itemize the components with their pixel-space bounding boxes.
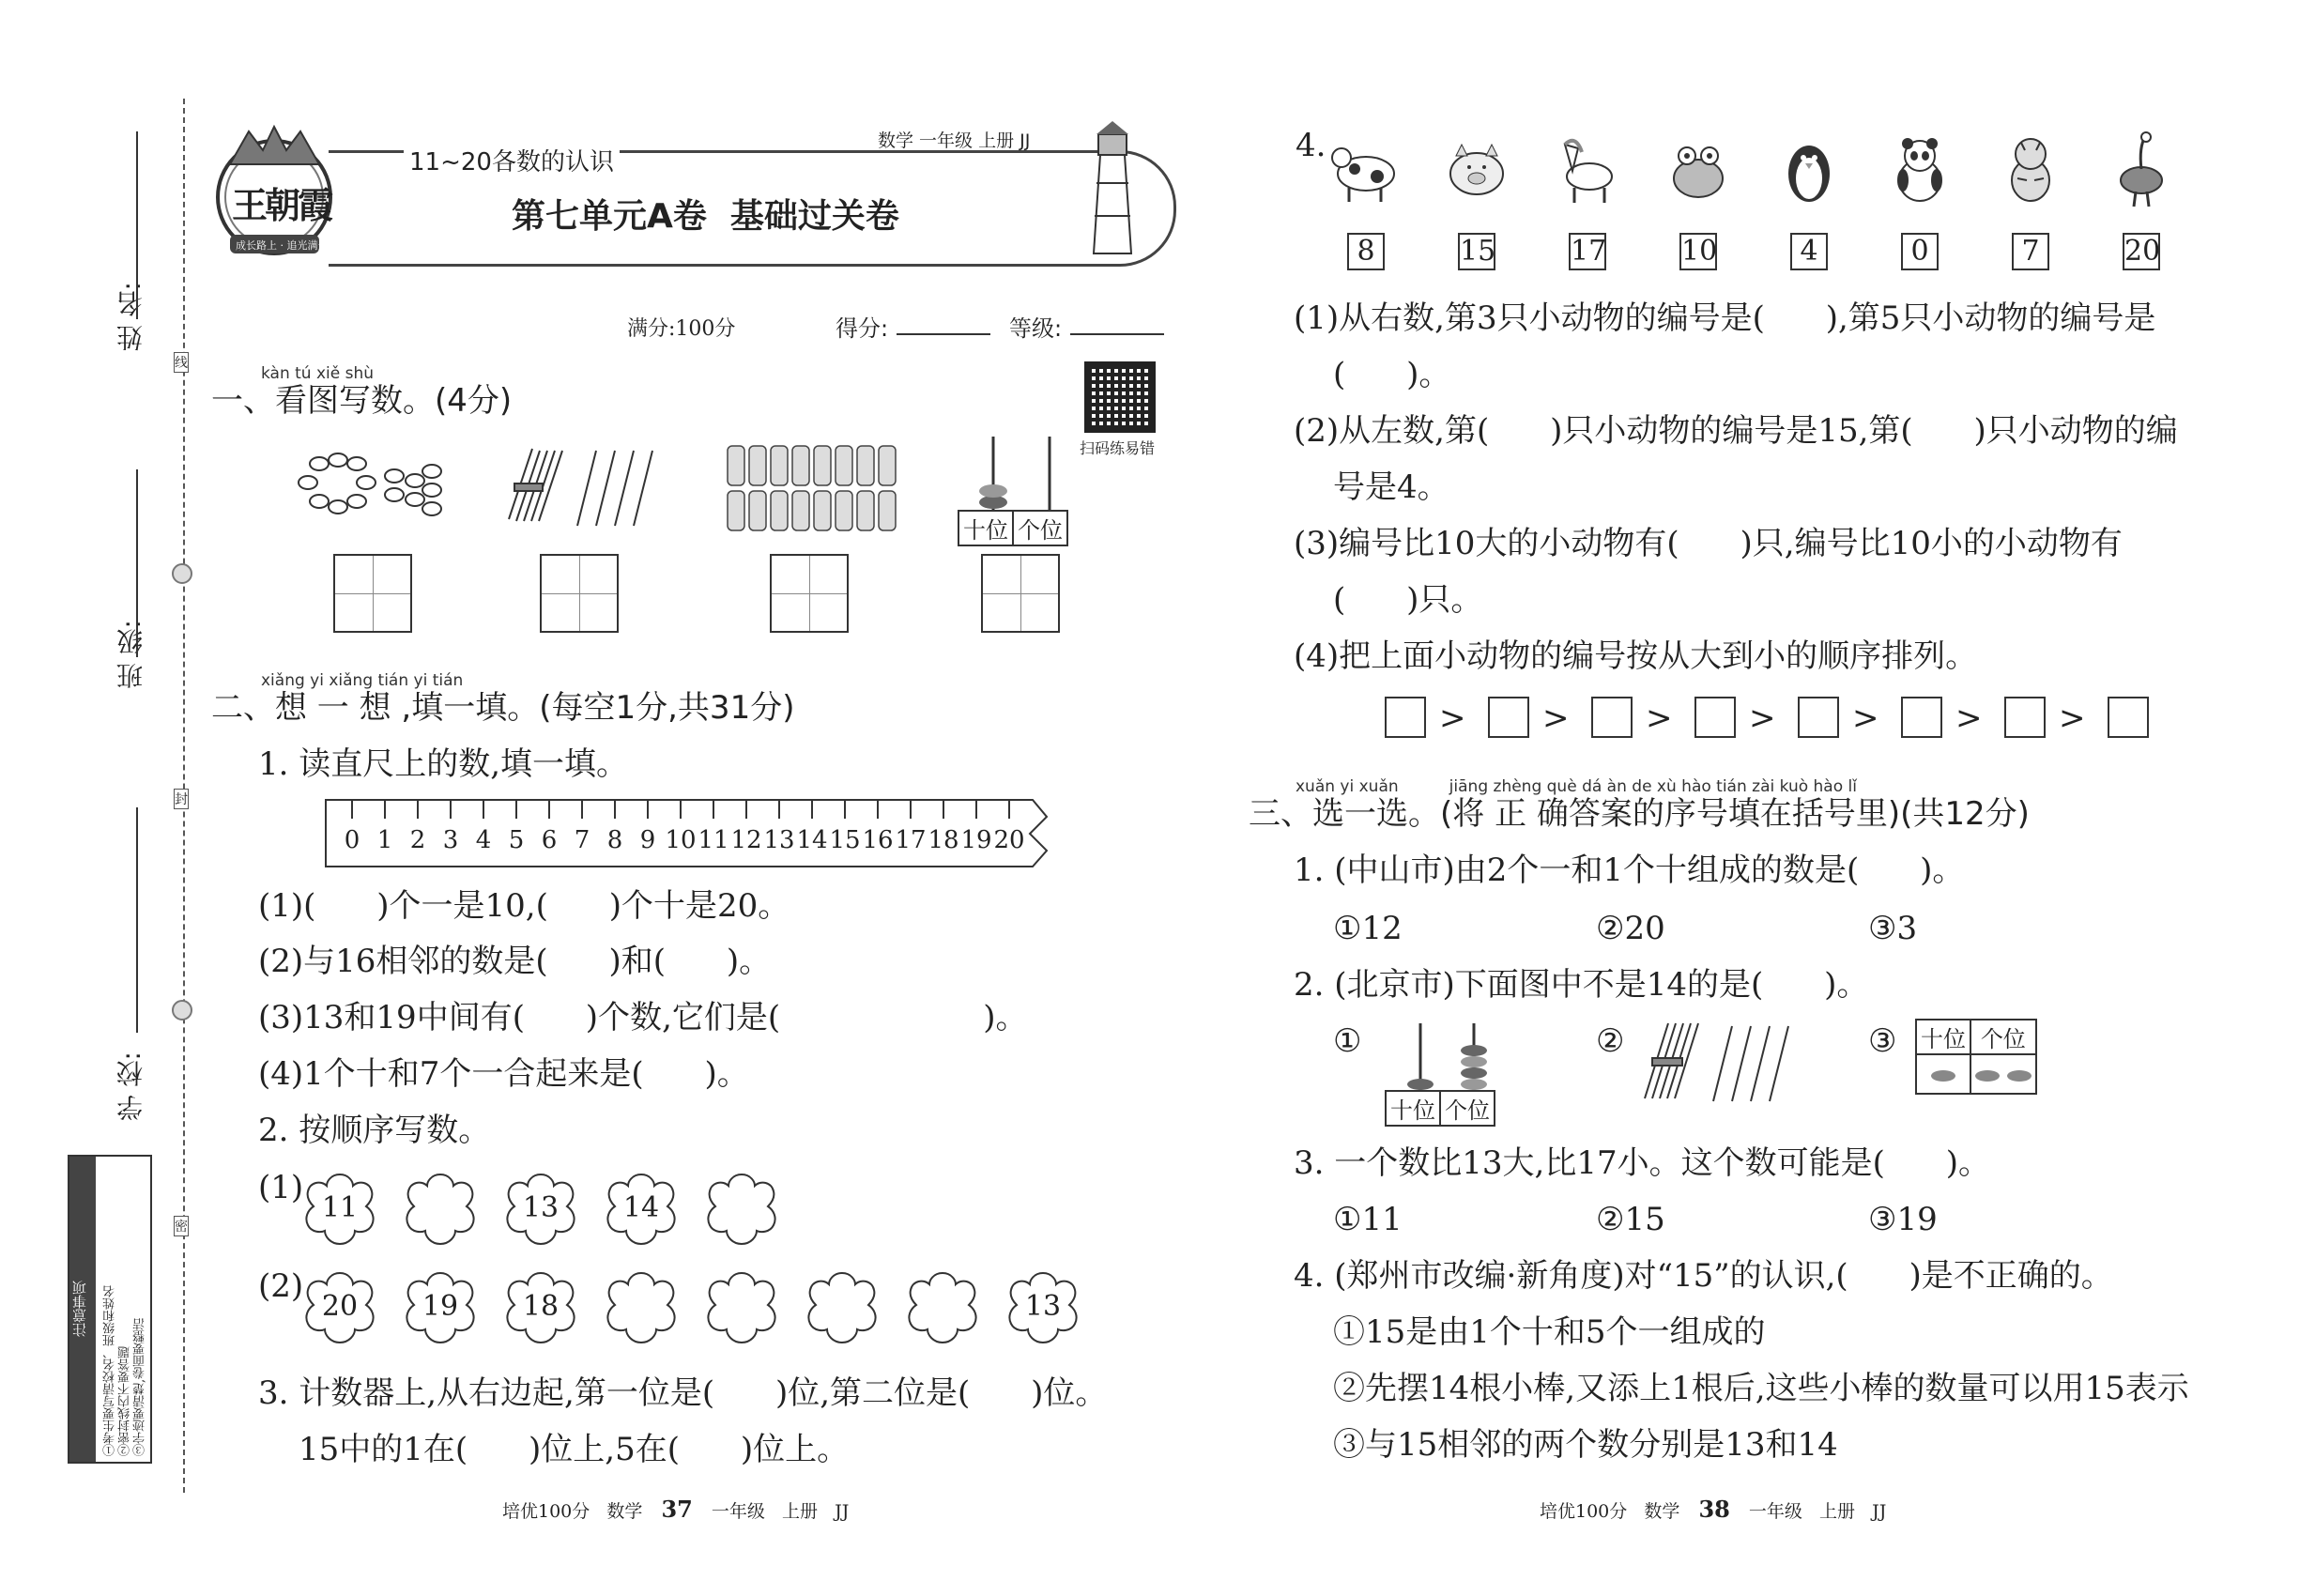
ruler-number: 12: [730, 826, 762, 854]
frog-icon: [1661, 131, 1736, 211]
s3-q1-opt: ③3: [1868, 910, 1918, 947]
school-field[interactable]: [136, 807, 138, 1033]
ones-header: 个位: [1013, 511, 1067, 545]
order-box[interactable]: [1488, 697, 1529, 738]
penguin-icon: [1771, 131, 1847, 211]
s3-q1: 1. (中山市)由2个一和1个十组成的数是( )。: [1294, 852, 1965, 889]
s3-q2-mark: ①: [1333, 1022, 1362, 1060]
q1-prompt: 1. 读直尺上的数,填一填。: [258, 745, 629, 783]
order-box[interactable]: [1901, 697, 1942, 738]
row2-label: (2): [258, 1267, 304, 1305]
s3-q1-opt: ②20: [1596, 910, 1665, 947]
cut-mark-line: 线: [174, 352, 189, 373]
greater-than-sign: >: [1749, 699, 1776, 737]
notice-item: ②密封线内不要答题: [118, 1346, 132, 1456]
ruler-number: 5: [508, 826, 525, 854]
section2-title: 二、想 一 想 ,填一填。(每空1分,共31分): [211, 689, 795, 727]
animal-number: 7: [2012, 233, 2049, 270]
sticks-picture: [498, 446, 667, 530]
ruler-number: 4: [475, 826, 492, 854]
binding-hole: [172, 563, 192, 584]
name-label: 姓 名:: [115, 282, 146, 352]
flower-value: 19: [422, 1290, 459, 1323]
q1-2: (2)与16相邻的数是( )和( )。: [258, 943, 772, 980]
order-box[interactable]: [1694, 697, 1736, 738]
subject-line: 数学 一年级 上册 JJ: [878, 130, 1031, 151]
section1-title: 一、看图写数。(4分): [211, 382, 513, 420]
footer-right: [1540, 1496, 1886, 1523]
name-field[interactable]: [136, 131, 138, 319]
tens-header: 十位: [1916, 1020, 1970, 1054]
greater-than-sign: >: [1955, 699, 1983, 737]
place-value-table: [1915, 1019, 2037, 1095]
answer-box[interactable]: [770, 554, 849, 633]
flower-value: [602, 1267, 681, 1346]
counter-option-1: [1385, 1019, 1507, 1122]
q1-1: (1)( )个一是10,( )个十是20。: [258, 887, 790, 925]
blank-flower[interactable]: [702, 1267, 781, 1346]
flower-value: 11: [321, 1191, 359, 1224]
animal-number: 8: [1347, 233, 1385, 270]
section3-title: 三、选一选。(将 正 确答案的序号填在括号里)(共12分): [1249, 795, 2030, 833]
s3-q3-opt: ①11: [1333, 1201, 1403, 1238]
ruler-number: 6: [541, 826, 558, 854]
place-value-table: [1385, 1090, 1495, 1127]
ruler-number: 2: [409, 826, 426, 854]
greater-than-sign: >: [1646, 699, 1673, 737]
grade-field[interactable]: [1070, 333, 1164, 335]
flower-value: [903, 1267, 982, 1346]
tens-header: 十位: [1386, 1091, 1440, 1126]
ruler-number: 10: [665, 826, 697, 854]
ruler-number: 18: [928, 826, 959, 854]
counter-picture: [958, 437, 1084, 544]
q4-2b: 号是4。: [1333, 468, 1449, 506]
binding-hole: [172, 1000, 192, 1021]
q1-3: (3)13和19中间有( )个数,它们是( )。: [258, 999, 1028, 1036]
q4-1a: (1)从右数,第3只小动物的编号是( ),第5只小动物的编号是: [1294, 299, 2156, 337]
pig-icon: [1439, 131, 1514, 211]
footer-left-page: 37: [661, 1496, 693, 1523]
ruler-number: 19: [960, 826, 992, 854]
notice-item: ③字迹要清楚,卷面要整洁: [133, 1317, 147, 1456]
lighthouse-icon: [1080, 117, 1145, 258]
s3-q2-mark: ②: [1596, 1022, 1625, 1060]
flower-value: [702, 1267, 781, 1346]
ones-header: 个位: [1440, 1091, 1495, 1126]
class-label: 班 级:: [115, 620, 146, 690]
s3-q3: 3. 一个数比13大,比17小。这个数可能是( )。: [1294, 1144, 1990, 1182]
row1-label: (1): [258, 1169, 304, 1206]
footer-left: [502, 1496, 849, 1523]
order-box[interactable]: [2108, 697, 2149, 738]
s3-q2-mark: ③: [1868, 1022, 1897, 1060]
section2-pinyin: xiǎng yi xiǎng tián yi tián: [261, 671, 464, 690]
full-score: 满分:100分: [627, 317, 736, 341]
cow-icon: [1328, 131, 1403, 211]
footer-right-page: 38: [1698, 1496, 1730, 1523]
section1-pinyin: kàn tú xiě shù: [261, 364, 375, 383]
number-flower: [300, 1169, 379, 1248]
blank-flower[interactable]: [602, 1267, 681, 1346]
blank-flower[interactable]: [903, 1267, 982, 1346]
number-flower: [300, 1267, 379, 1346]
s3-q4: 4. (郑州市改编·新角度)对“15”的认识,( )是不正确的。: [1294, 1257, 2113, 1295]
s3-q4-opt: ①15是由1个十和5个一组成的: [1333, 1313, 1766, 1351]
animal-row: [1319, 122, 2220, 282]
q4-3a: (3)编号比10大的小动物有( )只,编号比10小的小动物有: [1294, 525, 2123, 562]
qr-code[interactable]: [1084, 361, 1156, 433]
score-field[interactable]: [897, 333, 990, 335]
ones-header: 个位: [1970, 1020, 2036, 1054]
ostrich-icon: [2104, 131, 2179, 211]
number-flower: [602, 1169, 681, 1248]
flower-value: 13: [522, 1191, 560, 1224]
order-box[interactable]: [2004, 697, 2046, 738]
sticks-option-2: [1638, 1019, 1807, 1108]
greater-than-sign: >: [2059, 699, 2086, 737]
animal-number: 0: [1901, 233, 1939, 270]
class-field[interactable]: [136, 469, 138, 657]
brand-logo: [211, 122, 338, 263]
answer-box[interactable]: [981, 554, 1060, 633]
number-flower: [501, 1169, 580, 1248]
animal-number: 17: [1569, 233, 1606, 270]
horse-icon: [1550, 131, 1625, 211]
order-box[interactable]: [1385, 697, 1426, 738]
q4-1b: ( )。: [1333, 356, 1451, 393]
bottles-picture: [723, 441, 901, 535]
q4-3b: ( )只。: [1333, 581, 1483, 619]
ruler-number: 14: [796, 826, 828, 854]
number-flower: [1004, 1267, 1082, 1346]
order-box[interactable]: [1798, 697, 1839, 738]
footer-right-suffix: 一年级 上册 JJ: [1748, 1501, 1887, 1522]
greater-than-sign: >: [1439, 699, 1466, 737]
brand-name: 王朝霞: [232, 184, 331, 226]
beads-picture: [291, 453, 460, 523]
q4-label: 4.: [1296, 127, 1326, 164]
ruler-number: 9: [639, 826, 656, 854]
score-label: 得分:: [836, 315, 889, 342]
s3-q4-opt: ②先摆14根小棒,又添上1根后,这些小棒的数量可以用15表示: [1333, 1370, 2189, 1407]
animal-number: 10: [1679, 233, 1717, 270]
brand-tagline: 成长路上 · 追光满天: [236, 239, 329, 252]
grade-label: 等级:: [1009, 315, 1063, 342]
footer-right-prefix: 培优100分 数学: [1540, 1501, 1680, 1522]
flower-value: [401, 1169, 480, 1248]
footer-left-prefix: 培优100分 数学: [502, 1501, 643, 1522]
s3-q2: 2. (北京市)下面图中不是14的是( )。: [1294, 966, 1869, 1004]
ruler-number: 7: [574, 826, 590, 854]
blank-flower[interactable]: [702, 1169, 781, 1248]
order-box[interactable]: [1591, 697, 1633, 738]
ruler-number: 13: [763, 826, 795, 854]
footer-left-suffix: 一年级 上册 JJ: [711, 1501, 850, 1522]
ruler-number: 1: [376, 826, 393, 854]
ruler: [324, 798, 1051, 868]
flower-value: [803, 1267, 882, 1346]
ruler-number: 17: [895, 826, 927, 854]
notice-title: 注意事项: [69, 1157, 96, 1462]
s3-q4-opt: ③与15相邻的两个数分别是13和14: [1333, 1426, 1838, 1464]
s3-q1-opt: ①12: [1333, 910, 1403, 947]
place-value-option-3: [1915, 1019, 2037, 1095]
page-title: 第七单元A卷 基础过关卷: [512, 197, 899, 236]
answer-box[interactable]: [333, 554, 412, 633]
q3-line2: 15中的1在( )位上,5在( )位上。: [299, 1431, 850, 1468]
answer-box[interactable]: [540, 554, 619, 633]
blank-flower[interactable]: [803, 1267, 882, 1346]
s3-q3-opt: ③19: [1868, 1201, 1938, 1238]
flower-value: 20: [321, 1290, 359, 1323]
ruler-number: 8: [606, 826, 623, 854]
q1-4: (4)1个十和7个一合起来是( )。: [258, 1055, 749, 1093]
notice-box: [68, 1155, 152, 1464]
flower-value: 14: [622, 1191, 660, 1224]
topic-label: 11~20各数的认识: [404, 143, 620, 177]
tens-header: 十位: [958, 511, 1013, 545]
ruler-number: 11: [698, 826, 729, 854]
animal-number: 15: [1458, 233, 1495, 270]
q2-prompt: 2. 按顺序写数。: [258, 1112, 491, 1149]
cut-mark-seal: 封: [174, 789, 189, 809]
flower-value: 13: [1024, 1290, 1062, 1323]
sequence-row-1: [300, 1169, 864, 1253]
animal-number: 20: [2123, 233, 2160, 270]
number-flower: [401, 1267, 480, 1346]
tiger-icon: [1993, 131, 2068, 211]
ones-cell: [1970, 1054, 2036, 1094]
q4-2a: (2)从左数,第( )只小动物的编号是15,第( )只小动物的编: [1294, 412, 2178, 450]
greater-than-sign: >: [1852, 699, 1879, 737]
flower-value: 18: [522, 1290, 560, 1323]
ruler-number: 3: [442, 826, 459, 854]
ruler-number: 20: [993, 826, 1025, 854]
section3-pinyin: xuǎn yi xuǎn jiāng zhèng què dá àn de xù hào tián zài kuò hào lǐ: [1296, 777, 1857, 796]
q3-line1: 3. 计数器上,从右边起,第一位是( )位,第二位是( )位。: [258, 1374, 1108, 1412]
school-label: 学 校:: [115, 1051, 146, 1122]
flower-value: [702, 1169, 781, 1248]
ruler-number: 15: [829, 826, 861, 854]
place-value-table: [958, 510, 1068, 546]
tens-cell: [1916, 1054, 1970, 1094]
number-flower: [501, 1267, 580, 1346]
ruler-number: 16: [862, 826, 894, 854]
blank-flower[interactable]: [401, 1169, 480, 1248]
sequence-row-2: [300, 1267, 1108, 1352]
qr-caption: 扫码练易错: [1080, 439, 1156, 457]
panda-icon: [1882, 131, 1957, 211]
animal-number: 4: [1790, 233, 1828, 270]
q4-4: (4)把上面小动物的编号按从大到小的顺序排列。: [1294, 637, 1978, 675]
cut-mark-secret: 密: [174, 1216, 189, 1236]
ordering-row: [1385, 695, 2154, 742]
notice-item: ①考生要写清校名、班级和姓名: [103, 1285, 117, 1456]
greater-than-sign: >: [1542, 699, 1570, 737]
s3-q3-opt: ②15: [1596, 1201, 1665, 1238]
ruler-number: 0: [344, 826, 360, 854]
